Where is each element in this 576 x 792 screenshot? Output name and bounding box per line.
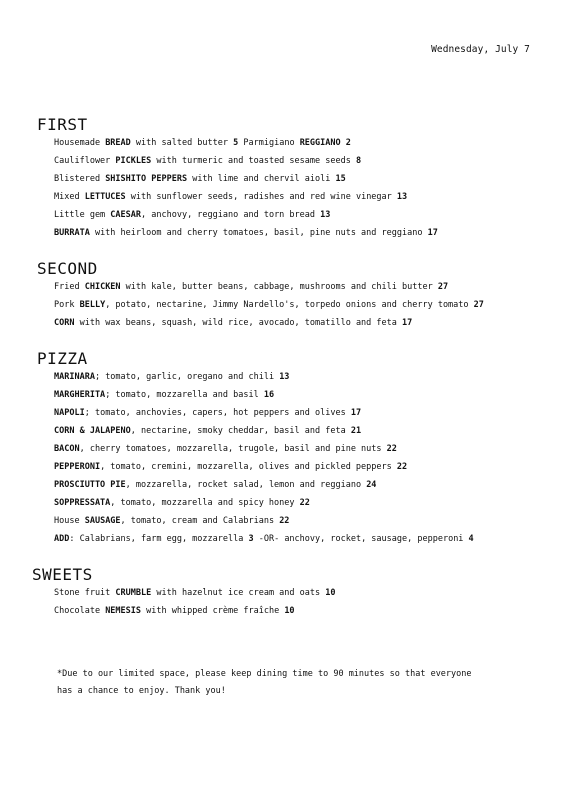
menu-item-text: , anchovy, reggiano and torn bread xyxy=(141,210,321,220)
menu-item-text: with turmeric and toasted sesame seeds xyxy=(151,156,356,166)
menu-item xyxy=(54,206,576,224)
section-second xyxy=(0,260,576,332)
menu-item-highlight: 13 xyxy=(320,210,331,220)
menu-item-text: ; tomato, mozzarella and basil xyxy=(105,390,264,400)
menu-item-highlight: 22 xyxy=(279,516,290,526)
menu-item-text: with wax beans, squash, wild rice, avocado, tomatillo and feta xyxy=(74,318,402,328)
menu-item-highlight: BURRATA xyxy=(54,228,90,238)
menu-item-text: , tomato, cream and Calabrians xyxy=(120,516,280,526)
section-heading: PIZZA xyxy=(37,349,88,368)
menu-item-highlight: LETTUCES xyxy=(84,192,126,202)
menu-item-highlight: REGGIANO 2 xyxy=(299,138,351,148)
menu-item-highlight: 24 xyxy=(366,480,377,490)
menu-item-highlight: SAUSAGE xyxy=(84,516,121,526)
note-line: *Due to our limited space, please keep dining time to 90 minutes so that everyone xyxy=(57,669,472,679)
menu-item-text: : Calabrians, farm egg, mozzarella xyxy=(69,534,249,544)
menu-item-highlight: CAESAR xyxy=(110,210,142,220)
menu-item-text: Fried xyxy=(54,282,85,292)
menu-item-text: Housemade xyxy=(54,138,106,148)
menu-item-highlight: PEPPERONI xyxy=(54,462,101,472)
menu-item-text: Chocolate xyxy=(54,606,106,616)
menu-item-highlight: CHICKEN xyxy=(84,282,121,292)
menu-item xyxy=(54,278,576,296)
menu-item-text: with hazelnut ice cream and oats xyxy=(151,588,326,598)
menu-item xyxy=(54,224,576,242)
menu-item-text: , nectarine, smoky cheddar, basil and feta xyxy=(130,426,351,436)
menu-item-highlight: BELLY xyxy=(79,300,106,310)
section-heading: SWEETS xyxy=(32,565,93,584)
menu-item-highlight: PROSCIUTTO PIE xyxy=(54,480,126,490)
menu-item-highlight: NEMESIS xyxy=(105,606,142,616)
menu-item-text: , tomato, mozzarella and spicy honey xyxy=(110,498,300,508)
menu-item-highlight: 13 xyxy=(396,192,408,202)
menu-item-text: -OR- anchovy, rocket, sausage, pepperoni xyxy=(253,534,469,544)
menu-item-highlight: PICKLES xyxy=(115,156,152,166)
menu-item-highlight: CORN xyxy=(54,318,75,328)
menu-item xyxy=(54,584,576,602)
menu-item-highlight: 27 xyxy=(473,300,484,310)
menu-item-highlight: 5 xyxy=(233,138,239,148)
menu-item-highlight: 22 xyxy=(386,444,397,454)
menu-item-highlight: SOPPRESSATA xyxy=(54,498,111,508)
menu-item-text: Stone fruit xyxy=(54,588,116,598)
menu-item-text: Pork xyxy=(54,300,80,310)
dining-time-note xyxy=(57,666,537,700)
menu-item-list xyxy=(0,584,576,620)
menu-item-highlight: SHISHITO PEPPERS xyxy=(105,174,188,184)
section-first xyxy=(0,116,576,242)
menu-item-highlight: 10 xyxy=(325,588,336,598)
menu-item-highlight: BREAD xyxy=(105,138,131,148)
menu-item-highlight: 22 xyxy=(396,462,408,472)
menu-item-highlight: 21 xyxy=(350,426,362,436)
menu-item xyxy=(54,530,576,548)
menu-item xyxy=(54,152,576,170)
menu-item-text: , cherry tomatoes, mozzarella, trugole, basil and pine nuts xyxy=(79,444,387,454)
menu-item xyxy=(54,494,576,512)
note-line: has a chance to enjoy. Thank you! xyxy=(57,686,226,696)
menu-item-text: House xyxy=(54,516,85,526)
menu-item-highlight: 16 xyxy=(263,390,275,400)
menu-item-highlight: 17 xyxy=(350,408,362,418)
menu-item-text: Blistered xyxy=(54,174,106,184)
menu-item-text: , potato, nectarine, Jimmy Nardello's, torpedo onions and cherry tomato xyxy=(105,300,474,310)
menu-item-highlight: 3 xyxy=(248,534,254,544)
menu-item-highlight: 17 xyxy=(427,228,438,238)
menu-date: Wednesday, July 7 xyxy=(431,44,530,55)
section-sweets xyxy=(0,566,576,620)
menu-item-text: with salted butter xyxy=(130,138,234,148)
menu-item-highlight: 15 xyxy=(335,174,346,184)
menu-item xyxy=(54,512,576,530)
menu-item-list xyxy=(0,134,576,242)
menu-item xyxy=(54,314,576,332)
menu-item xyxy=(54,422,576,440)
menu-item-highlight: 10 xyxy=(284,606,295,616)
menu-item xyxy=(54,188,576,206)
menu-item xyxy=(54,170,576,188)
menu-item-highlight: ADD xyxy=(54,534,70,544)
menu-item xyxy=(54,296,576,314)
menu-item-text: ; tomato, garlic, oregano and chili xyxy=(94,372,280,382)
menu-item-highlight: 13 xyxy=(279,372,290,382)
menu-item xyxy=(54,602,576,620)
menu-item-text: , tomato, cremini, mozzarella, olives and pickled peppers xyxy=(100,462,397,472)
menu-item xyxy=(54,404,576,422)
section-pizza xyxy=(0,350,576,548)
menu-item xyxy=(54,458,576,476)
menu-item-list xyxy=(0,278,576,332)
menu-item-text: with sunflower seeds, radishes and red wine vinegar xyxy=(125,192,397,202)
menu-item-highlight: 17 xyxy=(402,318,413,328)
menu-item-text: with lime and chervil aioli xyxy=(187,174,336,184)
menu-item xyxy=(54,368,576,386)
menu-item-highlight: CORN & JALAPENO xyxy=(54,426,131,436)
menu-item-highlight: NAPOLI xyxy=(54,408,85,418)
menu-item-highlight: BACON xyxy=(54,444,80,454)
menu-item-list xyxy=(0,368,576,548)
menu-item xyxy=(54,386,576,404)
menu-item-highlight: CRUMBLE xyxy=(115,588,152,598)
menu-item-text: , mozzarella, rocket salad, lemon and reggiano xyxy=(125,480,367,490)
menu-item-highlight: 8 xyxy=(355,156,362,166)
menu-item xyxy=(54,134,576,152)
menu-item-highlight: 22 xyxy=(299,498,310,508)
section-heading: FIRST xyxy=(37,115,88,134)
section-heading: SECOND xyxy=(37,259,98,278)
menu-item-text: with heirloom and cherry tomatoes, basil, pine nuts and reggiano xyxy=(89,228,428,238)
menu-item-text: Little gem xyxy=(54,210,111,220)
menu-item-text: ; tomato, anchovies, capers, hot peppers and olives xyxy=(84,408,351,418)
menu-item-highlight: MARINARA xyxy=(54,372,95,382)
menu-item-text: with whipped crème fraîche xyxy=(141,606,285,616)
menu-item-text: Cauliflower xyxy=(54,156,116,166)
menu-item-text: with kale, butter beans, cabbage, mushrooms and chili butter xyxy=(120,282,438,292)
menu-item-highlight: MARGHERITA xyxy=(54,390,106,400)
menu-item-highlight: 4 xyxy=(468,534,474,544)
menu-item xyxy=(54,440,576,458)
menu-item-text: Parmigiano xyxy=(238,138,300,148)
menu-item-text: Mixed xyxy=(54,192,85,202)
menu-item-highlight: 27 xyxy=(437,282,449,292)
menu-item xyxy=(54,476,576,494)
